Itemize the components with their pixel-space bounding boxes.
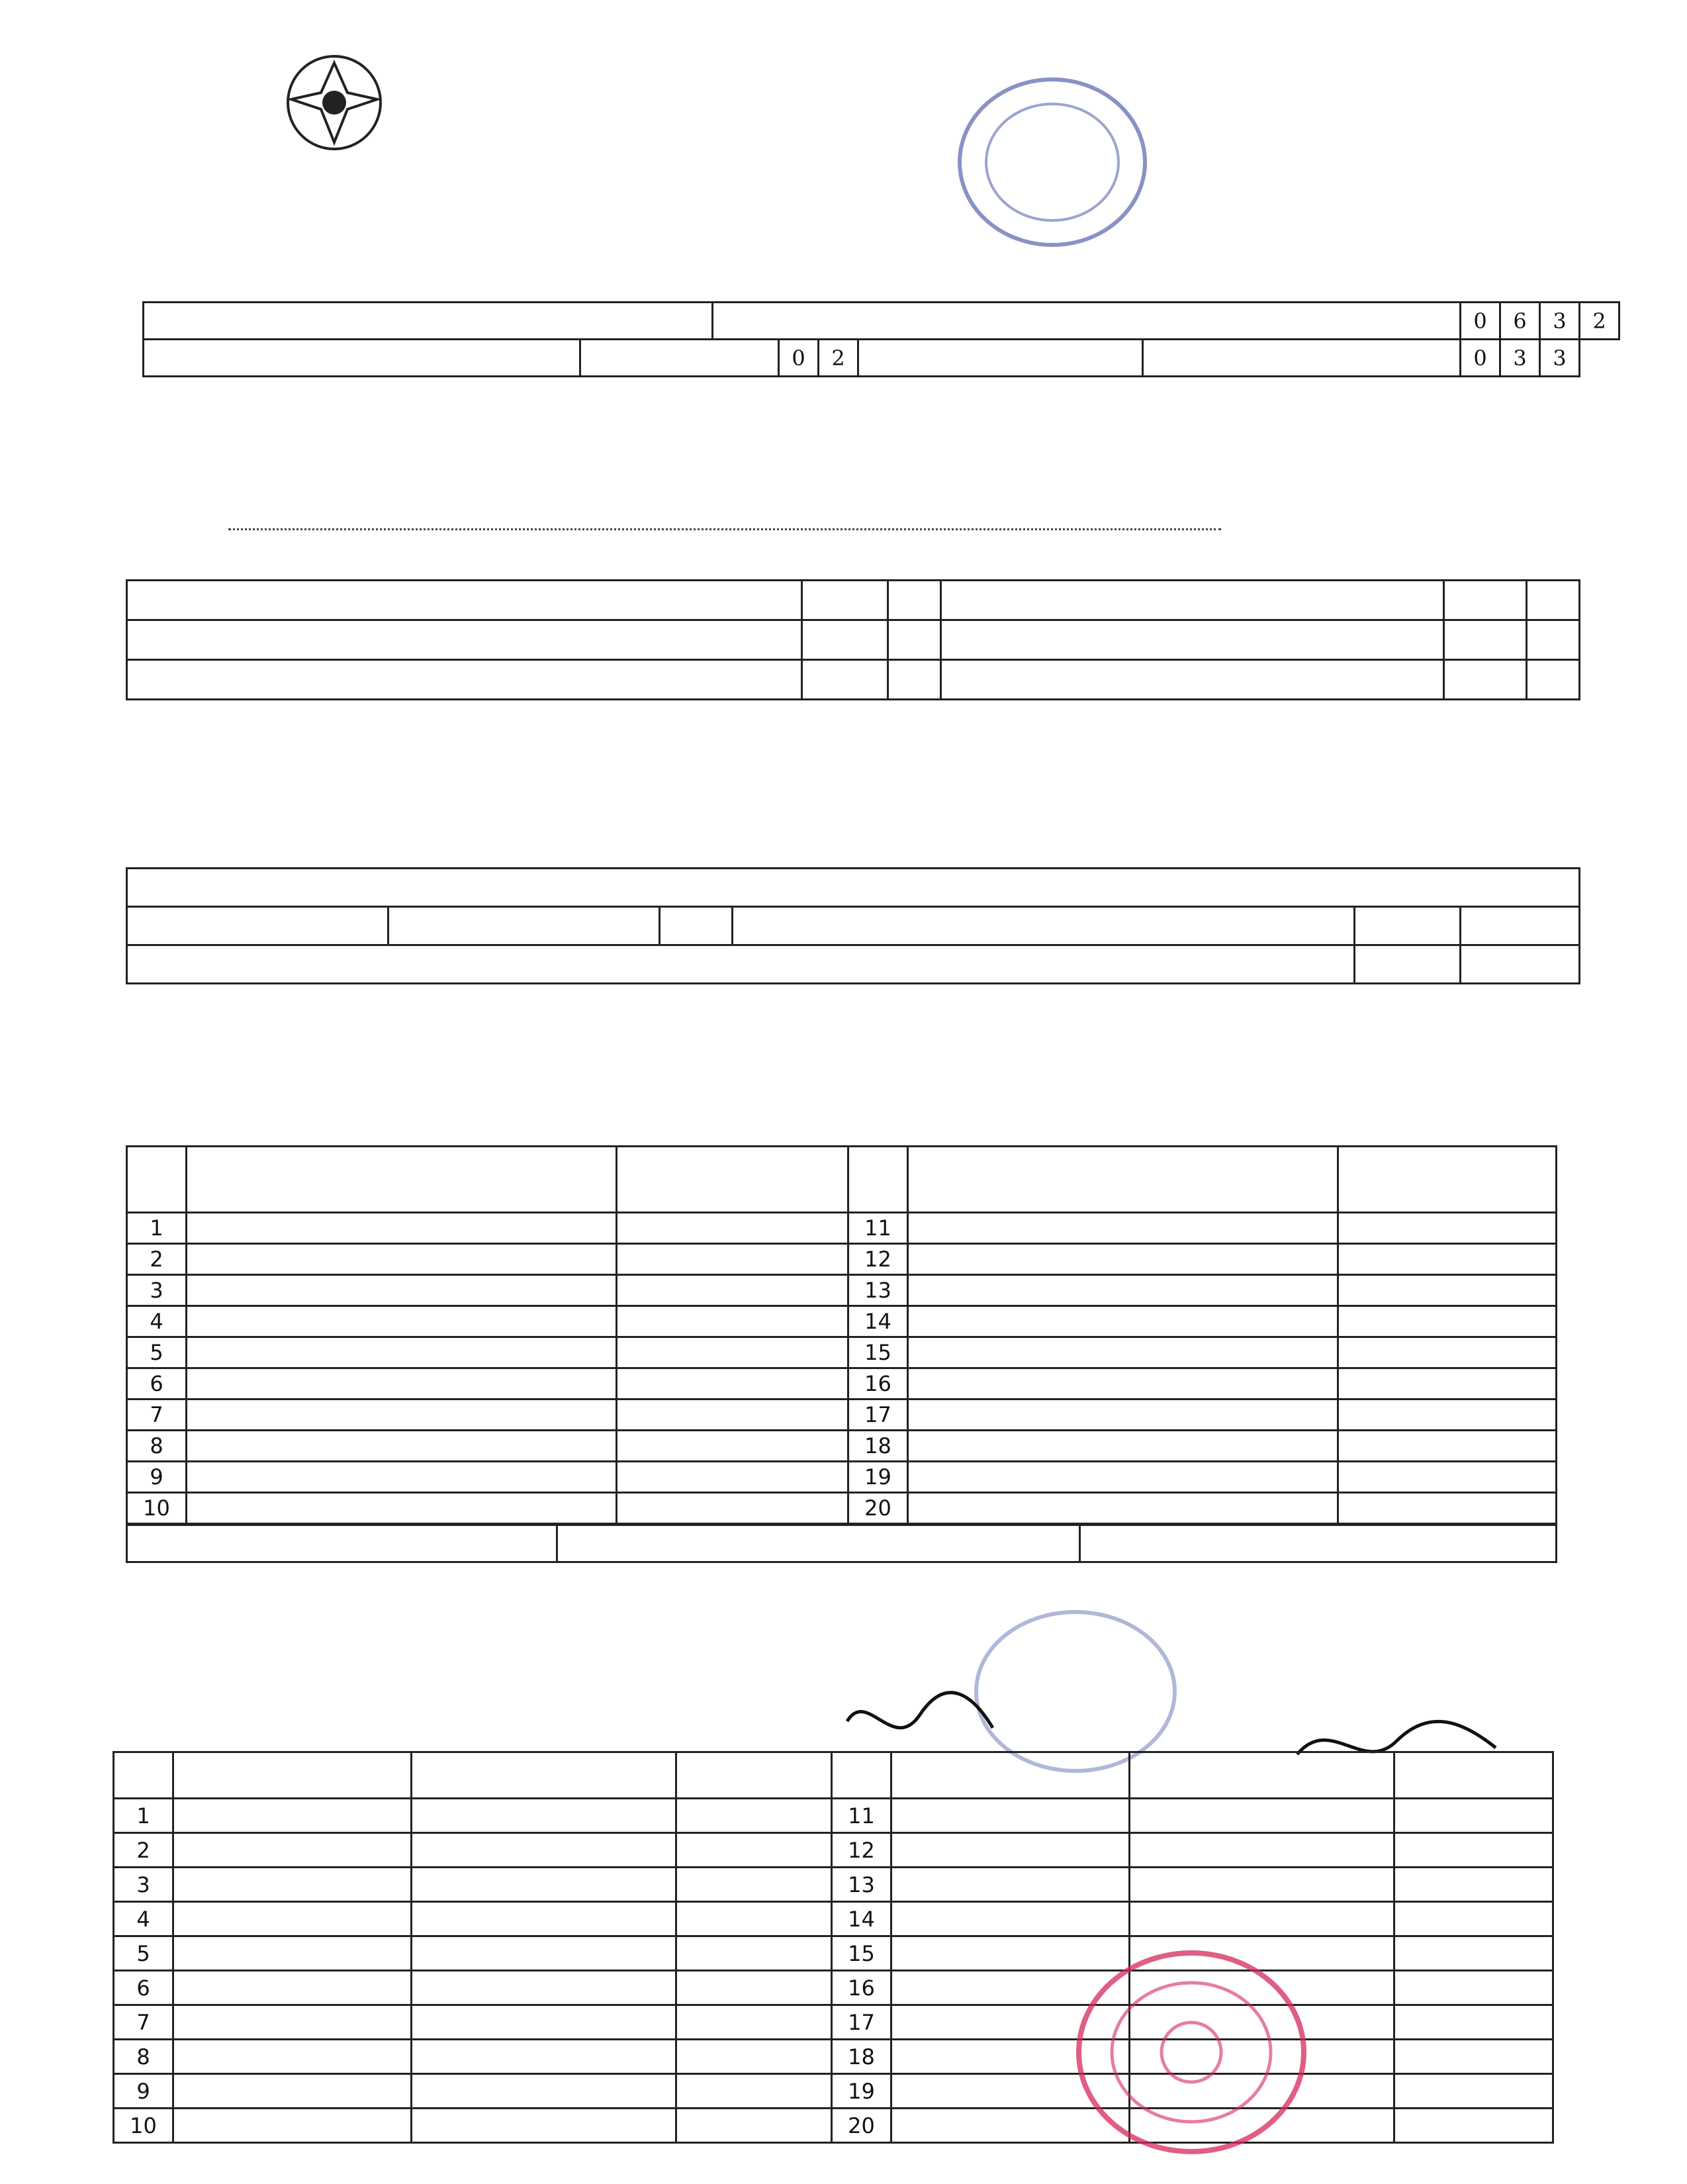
cell-no: 16 xyxy=(848,1368,908,1400)
table-row xyxy=(848,1431,1557,1462)
cell-party xyxy=(908,1493,1338,1524)
col-party xyxy=(1130,1752,1394,1799)
witness-left-body xyxy=(114,1799,832,2143)
cell-party xyxy=(187,1431,617,1462)
cell-party xyxy=(187,1493,617,1524)
province-label xyxy=(144,340,580,377)
station-code-digit: 2 xyxy=(1580,303,1619,340)
cell-party xyxy=(412,2005,676,2040)
cell-sign xyxy=(676,1936,832,1971)
cell-no: 15 xyxy=(848,1337,908,1368)
cell-no: 6 xyxy=(114,1971,173,2005)
cell-no: 20 xyxy=(848,1493,908,1524)
cell-no: 8 xyxy=(127,1431,187,1462)
cell-sign xyxy=(676,1799,832,1833)
complaints-value xyxy=(388,907,660,945)
cell-votes xyxy=(617,1493,848,1524)
count-unit xyxy=(1527,581,1580,620)
cell-votes xyxy=(1338,1493,1557,1524)
cell-no: 8 xyxy=(114,2040,173,2074)
cell-party xyxy=(1130,1902,1394,1936)
cell-sign xyxy=(676,2040,832,2074)
section1-table xyxy=(142,301,1620,340)
count-value xyxy=(1444,660,1527,700)
complaints-label xyxy=(127,907,388,945)
polling-station-value xyxy=(713,303,1461,340)
cell-sign xyxy=(1394,1833,1553,1868)
table-row xyxy=(114,2109,832,2143)
cell-party xyxy=(187,1244,617,1275)
results-table-left xyxy=(126,1145,849,1525)
count-unit xyxy=(888,620,941,660)
cell-votes xyxy=(1338,1400,1557,1431)
note-blank xyxy=(228,528,1221,530)
province-value xyxy=(580,340,779,377)
cell-votes xyxy=(1338,1244,1557,1275)
cell-name xyxy=(891,1902,1130,1936)
col-party xyxy=(908,1147,1338,1213)
table-row xyxy=(848,1306,1557,1337)
cell-sign xyxy=(1394,1799,1553,1833)
cell-no: 4 xyxy=(127,1306,187,1337)
table-row xyxy=(848,1400,1557,1431)
col-no xyxy=(114,1752,173,1799)
count-label xyxy=(941,660,1444,700)
station-code-digit: 0 xyxy=(1461,303,1500,340)
table-row xyxy=(127,1337,848,1368)
cell-name xyxy=(173,2040,412,2074)
table-row xyxy=(848,1244,1557,1275)
col-votes xyxy=(617,1147,848,1213)
cell-party xyxy=(1130,1799,1394,1833)
cell-name xyxy=(173,2074,412,2109)
cell-name xyxy=(173,2005,412,2040)
cell-sign xyxy=(1394,1902,1553,1936)
count-label xyxy=(127,620,802,660)
cell-sign xyxy=(1394,1868,1553,1902)
cell-party xyxy=(908,1306,1338,1337)
note-line xyxy=(228,510,1221,536)
results-totals xyxy=(126,1524,1557,1563)
cell-party xyxy=(908,1400,1338,1431)
complaints-row-blank xyxy=(127,945,1355,984)
table-row xyxy=(114,2005,832,2040)
table-row xyxy=(114,2040,832,2074)
cell-votes xyxy=(617,1213,848,1244)
cell-party xyxy=(908,1431,1338,1462)
count-value xyxy=(802,660,888,700)
station-code-digit: 3 xyxy=(1540,303,1580,340)
col-name xyxy=(173,1752,412,1799)
col-no xyxy=(848,1147,908,1213)
cell-no: 14 xyxy=(848,1306,908,1337)
cell-sign xyxy=(676,2005,832,2040)
cell-no: 15 xyxy=(832,1936,891,1971)
province-code-digit: 2 xyxy=(819,340,858,377)
cell-no: 7 xyxy=(114,2005,173,2040)
results-table-right xyxy=(847,1145,1557,1525)
table-row xyxy=(114,2074,832,2109)
cell-no: 2 xyxy=(127,1244,187,1275)
count-unit xyxy=(1527,660,1580,700)
cell-party xyxy=(908,1368,1338,1400)
cell-no: 9 xyxy=(127,1462,187,1493)
cell-name xyxy=(173,1936,412,1971)
results-left-body xyxy=(127,1213,848,1524)
table-row xyxy=(114,1902,832,1936)
cell-party xyxy=(908,1213,1338,1244)
cell-no: 20 xyxy=(832,2109,891,2143)
province-code-digit: 0 xyxy=(779,340,819,377)
col-no xyxy=(127,1147,187,1213)
complaints-header xyxy=(127,869,1580,907)
signature xyxy=(841,1682,999,1761)
cell-no: 4 xyxy=(114,1902,173,1936)
table-row xyxy=(127,1275,848,1306)
cell-sign xyxy=(676,1902,832,1936)
cell-no: 2 xyxy=(114,1833,173,1868)
official-stamp-top xyxy=(953,73,1152,252)
cell-no: 1 xyxy=(114,1799,173,1833)
cell-party xyxy=(412,2109,676,2143)
polling-station-label xyxy=(144,303,713,340)
cell-votes xyxy=(617,1431,848,1462)
cell-name xyxy=(173,1799,412,1833)
official-stamp-red xyxy=(1066,1940,1317,2165)
cell-name xyxy=(173,1971,412,2005)
cell-name xyxy=(891,1833,1130,1868)
cell-sign xyxy=(676,2109,832,2143)
table-row xyxy=(832,1799,1553,1833)
cell-party xyxy=(412,1902,676,1936)
table-row xyxy=(127,1244,848,1275)
cell-no: 14 xyxy=(832,1902,891,1936)
table-row xyxy=(127,1431,848,1462)
cell-sign xyxy=(1394,2040,1553,2074)
cell-party xyxy=(187,1368,617,1400)
cell-no: 11 xyxy=(848,1213,908,1244)
col-no xyxy=(832,1752,891,1799)
complaints-unit xyxy=(1461,945,1580,984)
cell-votes xyxy=(617,1275,848,1306)
cell-sign xyxy=(1394,2074,1553,2109)
witness-table-left xyxy=(113,1751,833,2144)
total-valid xyxy=(127,1525,557,1562)
count-label xyxy=(941,620,1444,660)
cell-no: 19 xyxy=(848,1462,908,1493)
cell-name xyxy=(173,1868,412,1902)
col-sign xyxy=(676,1752,832,1799)
cell-name xyxy=(891,1799,1130,1833)
table-row xyxy=(114,1799,832,1833)
complaints-table xyxy=(126,867,1580,984)
cell-no: 7 xyxy=(127,1400,187,1431)
complaints-value xyxy=(1355,907,1461,945)
cell-party xyxy=(187,1462,617,1493)
table-row xyxy=(127,1213,848,1244)
count-unit xyxy=(1527,620,1580,660)
table-row xyxy=(114,1868,832,1902)
table-row xyxy=(127,1368,848,1400)
complaints-value xyxy=(1355,945,1461,984)
table-row xyxy=(127,1306,848,1337)
count-unit xyxy=(888,581,941,620)
complaints-unit xyxy=(660,907,733,945)
emblem-logo xyxy=(271,46,397,159)
commune-label xyxy=(858,340,1143,377)
cell-votes xyxy=(617,1368,848,1400)
count-unit xyxy=(888,660,941,700)
cell-no: 3 xyxy=(127,1275,187,1306)
cell-no: 9 xyxy=(114,2074,173,2109)
cell-no: 5 xyxy=(127,1337,187,1368)
cell-votes xyxy=(617,1462,848,1493)
count-value xyxy=(802,581,888,620)
cell-no: 6 xyxy=(127,1368,187,1400)
table-row xyxy=(114,1833,832,1868)
commune-code-digit: 0 xyxy=(1461,340,1500,377)
cell-votes xyxy=(617,1306,848,1337)
cell-party xyxy=(908,1244,1338,1275)
table-row xyxy=(127,1400,848,1431)
cell-sign xyxy=(676,1868,832,1902)
cell-no: 17 xyxy=(832,2005,891,2040)
cell-party xyxy=(1130,1868,1394,1902)
cell-party xyxy=(412,1868,676,1902)
cell-party xyxy=(412,1936,676,1971)
col-sign xyxy=(1394,1752,1553,1799)
table-row xyxy=(848,1462,1557,1493)
col-party xyxy=(412,1752,676,1799)
cell-votes xyxy=(1338,1368,1557,1400)
cell-no: 19 xyxy=(832,2074,891,2109)
table-row xyxy=(848,1493,1557,1524)
cell-party xyxy=(187,1400,617,1431)
cell-votes xyxy=(1338,1306,1557,1337)
count-value xyxy=(802,620,888,660)
cell-no: 16 xyxy=(832,1971,891,2005)
count-label xyxy=(127,581,802,620)
cell-no: 11 xyxy=(832,1799,891,1833)
table-row xyxy=(114,1971,832,2005)
cell-party xyxy=(187,1275,617,1306)
cell-no: 13 xyxy=(848,1275,908,1306)
cell-sign xyxy=(1394,2005,1553,2040)
cell-no: 10 xyxy=(114,2109,173,2143)
station-code-digit: 6 xyxy=(1500,303,1540,340)
cell-sign xyxy=(676,2074,832,2109)
table-row xyxy=(114,1936,832,1971)
cell-no: 1 xyxy=(127,1213,187,1244)
col-name xyxy=(891,1752,1130,1799)
count-label xyxy=(941,581,1444,620)
table-row xyxy=(127,1462,848,1493)
count-value xyxy=(1444,581,1527,620)
table-row xyxy=(832,1833,1553,1868)
cell-no: 12 xyxy=(832,1833,891,1868)
col-votes xyxy=(1338,1147,1557,1213)
cell-no: 5 xyxy=(114,1936,173,1971)
table-row xyxy=(848,1275,1557,1306)
cell-no: 10 xyxy=(127,1493,187,1524)
cell-name xyxy=(173,1833,412,1868)
cell-party xyxy=(908,1337,1338,1368)
cell-no: 18 xyxy=(848,1431,908,1462)
count-value xyxy=(1444,620,1527,660)
cell-no: 3 xyxy=(114,1868,173,1902)
table-row xyxy=(848,1337,1557,1368)
cell-votes xyxy=(1338,1275,1557,1306)
cell-no: 12 xyxy=(848,1244,908,1275)
cell-votes xyxy=(617,1337,848,1368)
table-row xyxy=(127,1493,848,1524)
cell-votes xyxy=(1338,1337,1557,1368)
cell-no: 18 xyxy=(832,2040,891,2074)
cell-votes xyxy=(1338,1213,1557,1244)
table-row xyxy=(848,1368,1557,1400)
results-right-body xyxy=(848,1213,1557,1524)
cell-party xyxy=(187,1337,617,1368)
table-row xyxy=(832,1902,1553,1936)
cell-votes xyxy=(1338,1431,1557,1462)
complaints-label xyxy=(733,907,1355,945)
cell-party xyxy=(412,1971,676,2005)
cell-votes xyxy=(617,1244,848,1275)
cell-party xyxy=(908,1462,1338,1493)
commune-code-digit: 3 xyxy=(1500,340,1540,377)
cell-name xyxy=(173,1902,412,1936)
cell-party xyxy=(1130,1833,1394,1868)
cell-party xyxy=(412,2074,676,2109)
cell-party xyxy=(412,1833,676,1868)
cell-party xyxy=(412,1799,676,1833)
cell-sign xyxy=(1394,1936,1553,1971)
total-invalid xyxy=(557,1525,1080,1562)
ballot-count-table xyxy=(126,579,1580,700)
cell-party xyxy=(908,1275,1338,1306)
cell-sign xyxy=(1394,2109,1553,2143)
cell-no: 13 xyxy=(832,1868,891,1902)
cell-no: 17 xyxy=(848,1400,908,1431)
cell-sign xyxy=(1394,1971,1553,2005)
cell-party xyxy=(187,1306,617,1337)
cell-sign xyxy=(676,1833,832,1868)
commune-value xyxy=(1143,340,1461,377)
cell-votes xyxy=(617,1400,848,1431)
commune-code-digit: 3 xyxy=(1540,340,1580,377)
cell-name xyxy=(891,1868,1130,1902)
cell-votes xyxy=(1338,1462,1557,1493)
cell-party xyxy=(412,2040,676,2074)
col-party xyxy=(187,1147,617,1213)
cell-name xyxy=(173,2109,412,2143)
total-ballots xyxy=(1080,1525,1557,1562)
complaints-unit xyxy=(1461,907,1580,945)
cell-sign xyxy=(676,1971,832,2005)
table-row xyxy=(832,1868,1553,1902)
count-label xyxy=(127,660,802,700)
section1-table-row2 xyxy=(142,338,1580,377)
cell-party xyxy=(187,1213,617,1244)
table-row xyxy=(848,1213,1557,1244)
